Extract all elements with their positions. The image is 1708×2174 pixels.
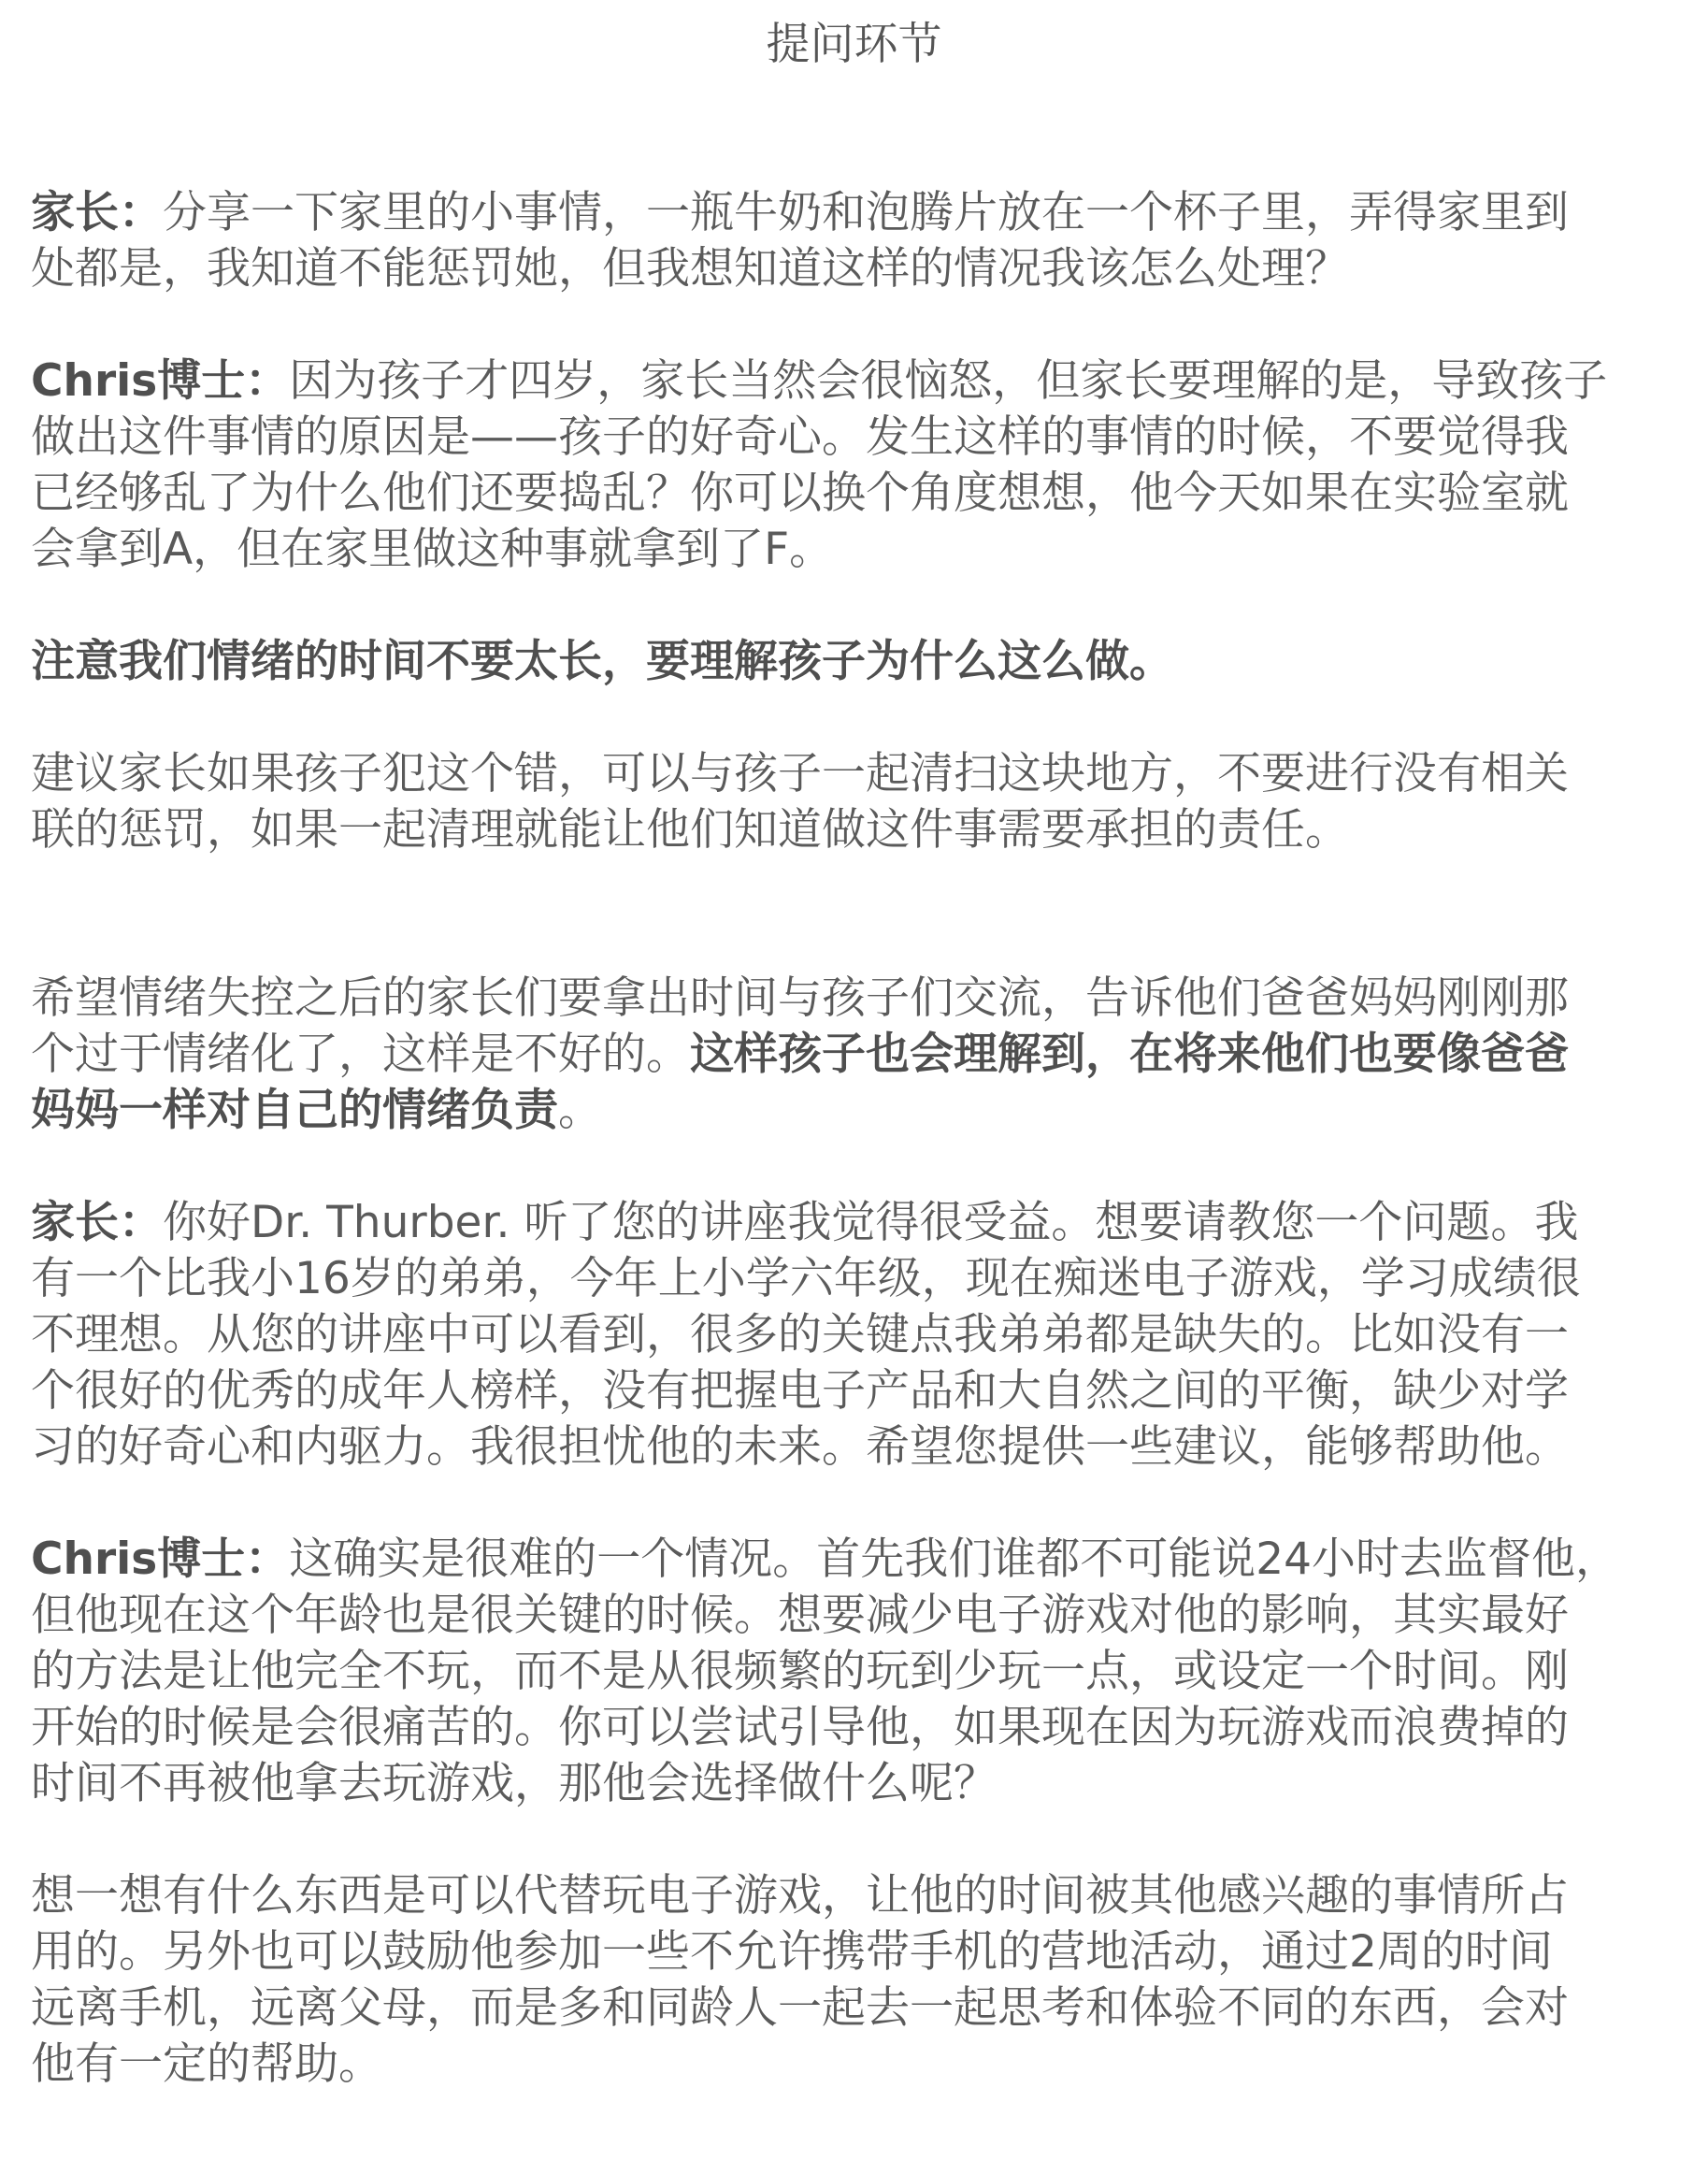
- paragraph-hope: [31, 971, 1695, 1139]
- page-title: 提问环节: [766, 19, 942, 70]
- paragraph-text: 这确实是很难的一个情况。首先我们谁都不可能说24小时去监督他， 但他现在这个年龄也是很关键的时候。想要减少电子游戏对他的影响，其实最好 的方法是让他完全不玩，而不是从很频繁的玩到少玩一点，或设定一个时间。刚 开始的时候是会很痛苦的。你可以尝试引导他，如果现在因为玩游戏而浪费掉的 时间不再被他拿去玩游戏，那他会选择做什么呢？: [31, 1533, 1620, 1809]
- paragraph-tail: 。: [558, 1085, 602, 1136]
- paragraph-text: 你好Dr. Thurber. 听了您的讲座我觉得很受益。想要请教您一个问题。我 有一个比我小16岁的弟弟，今年上小学六年级，现在痴迷电子游戏，学习成绩很 不理想。从您的讲座中可以看到，很多的关键点我弟弟都是缺失的。比如没有一 个很好的优秀的成年人榜样，没有把握电子产品和大自然之间的平衡，缺少对学 习的好奇心和内驱力。我很担忧他的未来。希望您提供一些建议，能够帮助他。: [31, 1197, 1581, 1473]
- paragraph-text: 分享一下家里的小事情，一瓶牛奶和泡腾片放在一个杯子里，弄得家里到 处都是，我知道不能惩罚她，但我想知道这样的情况我该怎么处理？: [31, 187, 1569, 295]
- paragraph-suggestion: 建议家长如果孩子犯这个错，可以与孩子一起清扫这块地方，不要进行没有相关 联的惩罚，如果一起清理就能让他们知道做这件事需要承担的责任。: [31, 748, 1569, 856]
- paragraph-closing: 想一想有什么东西是可以代替玩电子游戏，让他的时间被其他感兴趣的事情所占 用的。另外也可以鼓励他参加一些不允许携带手机的营地活动，通过2周的时间 远离手机，远离父母，而是多和同龄人一起去一起思考和体验不同的东西，会对 他有一定的帮助。: [31, 1870, 1569, 2090]
- paragraph-text: 因为孩子才四岁，家长当然会很恼怒，但家长要理解的是，导致孩子 做出这件事情的原因是——孩子的好奇心。发生这样的事情的时候，不要觉得我 已经够乱了为什么他们还要捣乱？你可以换个角度想想，他今天如果在实验室就 会拿到A，但在家里做这种事就拿到了F。: [31, 355, 1608, 575]
- speaker-label: 家长：: [31, 187, 163, 238]
- speaker-label: 家长：: [31, 1197, 163, 1248]
- speaker-label: Chris博士：: [31, 1533, 290, 1585]
- paragraph-text: 希望情绪失控之后的家长们要拿出时间与孩子们交流，告诉他们爸爸妈妈刚刚那 个过于情绪化了，这样是不好的。: [31, 972, 1569, 1080]
- paragraph-parent-question-2: [31, 1195, 1695, 1476]
- speaker-label: Chris博士：: [31, 355, 290, 407]
- paragraph-bold-text: 这样孩子也会理解到，在将来他们也要像爸爸 妈妈一样对自己的情绪负责: [31, 1029, 1569, 1136]
- paragraph-chris-answer-2: [31, 1532, 1695, 1812]
- paragraph-chris-answer-1: [31, 353, 1695, 578]
- paragraph-emphasis: 注意我们情绪的时间不要太长，要理解孩子为什么这么做。: [31, 636, 1173, 687]
- paragraph-parent-question-1: [31, 185, 1695, 297]
